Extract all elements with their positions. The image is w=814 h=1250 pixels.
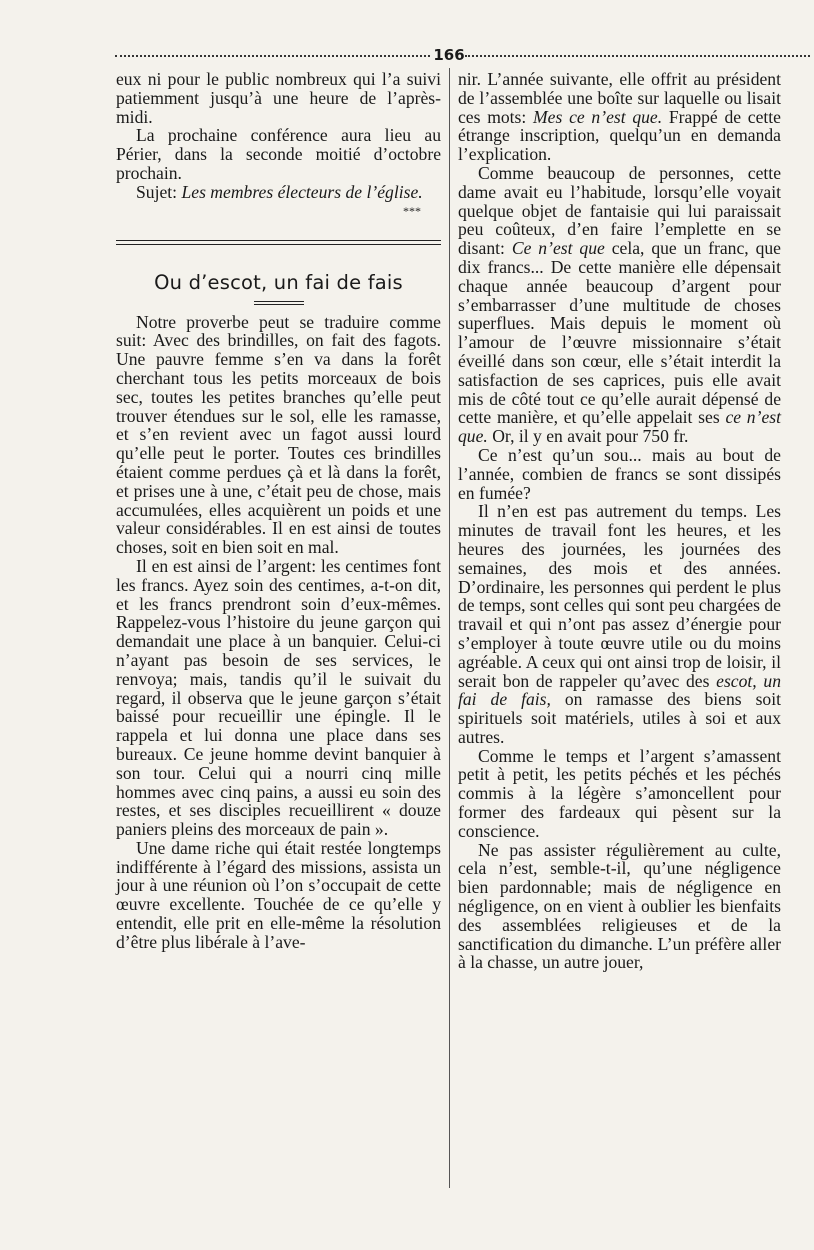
italic-run: Mes ce n’est que. bbox=[533, 106, 663, 127]
subject-text: Les membres électeurs de l’église. bbox=[181, 181, 423, 202]
paragraph: eux ni pour le public nombreux qui l’a suivi patiemment jusqu’à une heure de l’après-midi. bbox=[116, 69, 441, 127]
paragraph: Ce n’est qu’un sou... mais au bout de l’année, combien de francs se sont dissipés en fumée? bbox=[458, 444, 781, 503]
header-rule-right bbox=[465, 55, 810, 57]
text-run: nir. L’année suivante, elle offrit au président de l’assemblée une boîte sur laquelle ou lisait ces mots: bbox=[458, 69, 781, 127]
italic-run: escot, un fai de fais, bbox=[458, 670, 781, 710]
section-divider bbox=[116, 240, 441, 245]
paragraph: Comme le temps et l’argent s’amassent petit à petit, les petits péchés et les péchés commis à la légère s’amoncellent pour former des fardeaux qui pèsent sur la conscience. bbox=[458, 745, 781, 841]
page-header bbox=[115, 46, 810, 66]
paragraph: Il en est ainsi de l’argent: les centimes font les francs. Ayez soin des centimes, a-t-on dit, et les francs prendront soin d’eux-mêmes. Rappelez-vous l’histoire du jeune garçon qui demandait une place à un banquier. Celui-ci n’ayant pas besoin de ses services, le renvoya; mais, tandis qu’il le suivait du regard, il observa que le jeune garçon s’était baissé pour recueillir une épingle. Il le rappela et lui donna une place dans ses bureaux. Ce jeune homme devint banquier à son tour. Celui qui a nourri cinq mille hommes avec cinq pains, a aussi eu soin des restes, et ses disciples recueillirent « douze paniers pleins des morceaux de pain ». bbox=[116, 555, 441, 840]
text-run: Il n’en est pas autrement du temps. Les minutes de travail font les heures, et les heures des journées, les journées des semaines, des mois et des années. D’ordinaire, les personnes qui perdent le plus de temps, sont celles qui sont peu chargées de travail et qui n’ont pas assez d’énergie pour s’employer à toute œuvre utile ou du moins agréable. A ceux qui ont ainsi trop de loisir, il serait bon de rappeler qu’avec des bbox=[458, 501, 781, 691]
title-rule bbox=[254, 301, 304, 305]
paragraph: La prochaine conférence aura lieu au Périer, dans la seconde moitié d’octobre prochain. bbox=[116, 125, 441, 183]
paragraph: Une dame riche qui était restée longtemps indifférente à l’égard des missions, assista un jour à une réunion où l’on s’occupait de cette œuvre excellente. Touchée de ce qu’elle y entendit, elle prit en elle-même la résolution d’être plus libérale à l’ave- bbox=[116, 837, 441, 952]
italic-run: Ce n’est que bbox=[511, 238, 605, 259]
subject-label: Sujet: bbox=[136, 181, 182, 202]
text-run: Or, il y en avait pour 750 fr. bbox=[487, 426, 689, 447]
subject-line bbox=[116, 183, 441, 202]
paragraph bbox=[458, 164, 781, 446]
text-run: Comme beaucoup de personnes, cette dame avait eu l’habitude, lorsqu’elle voyait quelque objet de fantaisie qui lui paraissait peu coûteux, d’en faire l’emplette en se disant: bbox=[458, 162, 781, 259]
page-number: 166 bbox=[433, 46, 465, 64]
section-stars: *** bbox=[403, 203, 421, 218]
italic-run: ce n’est que. bbox=[458, 407, 781, 447]
right-column bbox=[458, 70, 781, 972]
column-divider bbox=[449, 68, 450, 1188]
paragraph bbox=[458, 502, 781, 746]
paragraph: Notre proverbe peut se traduire comme suit: Avec des brindilles, on fait des fagots. Une pauvre femme s’en va dans la forêt cherchant tous les petits morceaux de bois sec, toutes les petites branches qu’elle peut trouver étendues sur le sol, elle les ramasse, et s’en revient avec un fagot aussi lourd qu’elle peut le porter. Toutes ces brindilles étaient comme perdues çà et là dans la forêt, et prises une à une, c’était peu de chose, mais accumulées, elles acquièrent un poids et une valeur considérables. Il en est ainsi de toutes choses, soit en bien soit en mal. bbox=[116, 311, 441, 558]
paragraph: Ne pas assister régulièrement au culte, cela n’est, semble-t-il, qu’une négligence bien pardonnable; mais de négligence en négligence, on en vient à oublier les bienfaits des assemblées religieuses et de la sanctification du dimanche. L’un préfère aller à la chasse, un autre jouer, bbox=[458, 839, 781, 973]
paragraph bbox=[458, 70, 781, 164]
text-run: cela, que un franc, que dix francs... De cette manière elle dépensait chaque année beaucoup d’argent pour s’embarrasser d’une multitude de choses superflues. Mais depuis le moment où l’amour de l’œuvre missionnaire s’était éveillé dans son cœur, elle s’était interdit la satisfaction de ses caprices, puis elle avait mis de côté tout ce qu’elle aurait dépensé de cette manière, et qu’elle appelait ses bbox=[458, 238, 781, 428]
article-title: Ou d’escot, un fai de fais bbox=[154, 270, 403, 294]
text-run: Frappé de cette étrange inscription, quelqu’un en demanda l’explication. bbox=[458, 106, 781, 165]
left-column bbox=[116, 70, 441, 952]
header-rule-left bbox=[115, 55, 430, 57]
text-run: on ramasse des biens soit spirituels soit matériels, utiles à soi et aux autres. bbox=[458, 689, 781, 747]
